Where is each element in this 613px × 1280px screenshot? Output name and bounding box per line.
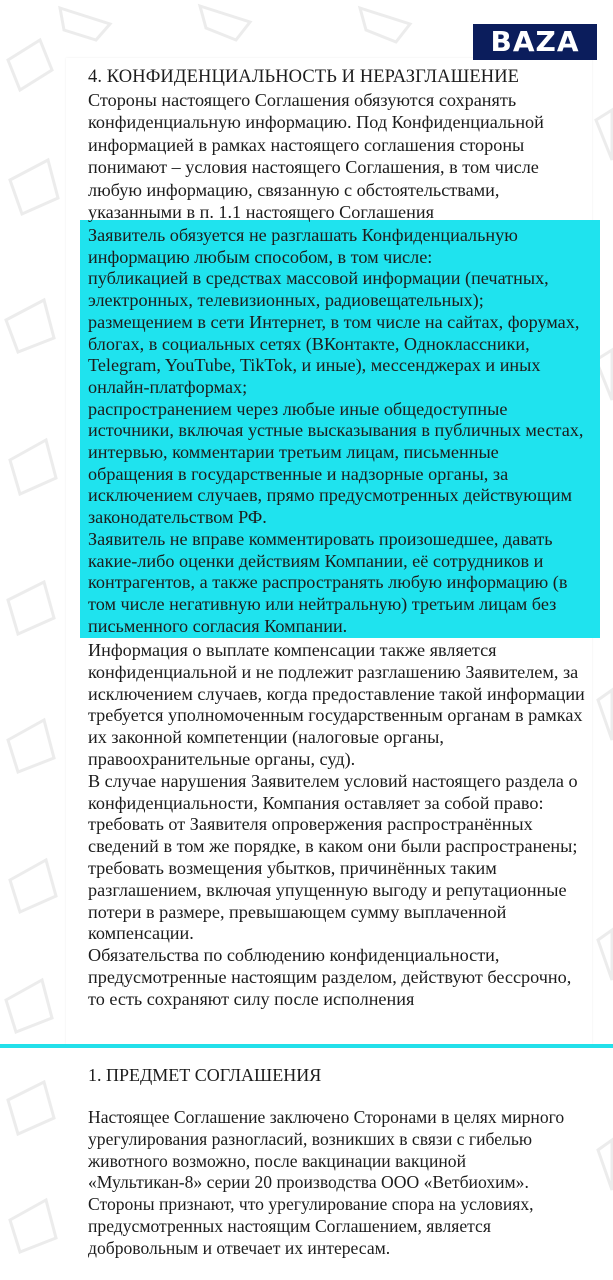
page-divider (0, 1044, 613, 1048)
baza-logo: BAZA (473, 24, 597, 60)
paragraph: Обязательства по соблюдению конфиденциальности, предусмотренные настоящим разделом, действуют бессрочно, то есть сохраняют силу после исполнения (88, 945, 572, 1009)
section-4-continued (88, 640, 588, 1011)
section-4-intro: Стороны настоящего Соглашения обязуются сохранять конфиденциальную информацию. Под Конфиденциальной информацией в рамках настоящего соглашения стороны понимают – условия настоящего Соглашения, в том числе любую информацию, связанную с обстоятельствами, указанными в п. 1.1 настоящего Соглашения (88, 90, 544, 223)
paragraph: требовать от Заявителя опровержения распространённых сведений в том же порядке, в каком они были распространены; (88, 814, 578, 857)
paragraph: Заявитель не вправе комментировать произошедшее, давать какие-либо оценки действиям Компании, её сотрудников и контрагентов, а также распространять любую информацию (в том числе негативную или нейтральную) третьим лицам без письменного согласия Компании. (88, 528, 568, 636)
paragraph: Информация о выплате компенсации также является конфиденциальной и не подлежит разглашению Заявителем, за исключением случаев, когда предоставление такой информации требуется уполномоченным государственным органам в рамках их законной компетенции (налоговые органы, правоохранительные органы, суд). (88, 640, 585, 769)
highlighted-clause (88, 225, 588, 637)
section-1-title: 1. ПРЕДМЕТ СОГЛАШЕНИЯ (88, 1065, 322, 1085)
paragraph: распространением через любые иные общедоступные источники, включая устные высказывания в публичных местах, интервью, комментарии третьим лицам, письменные обращения в государственные и надзорные органы, за исключением случаев, прямо предусмотренных действующим законодательством РФ. (88, 398, 584, 528)
section-1-text: Настоящее Соглашение заключено Сторонами в целях мирного урегулирования разногласий, возникших в связи с гибелью животного возможно, после вакцинации вакциной «Мультикан-8» серии 20 производства ООО «Ветбиохим». Стороны признают, что урегулирование спора на условиях, предусмотренных настоящим Соглашением, является добровольным и отвечает их интересам. (88, 1107, 565, 1258)
paragraph: требовать возмещения убытков, причинённых таким разглашением, включая упущенную выгоду и репутационные потери в размере, превышающем сумму выплаченной компенсации. (88, 857, 567, 944)
paragraph: В случае нарушения Заявителем условий настоящего раздела о конфиденциальности, Компания оставляет за собой право: (88, 770, 578, 813)
paragraph: размещением в сети Интернет, в том числе на сайтах, форумах, блогах, в социальных сетях (ВКонтакте, Одноклассники, Telegram, YouTube, TikTok, и иные), мессенджерах и иных онлайн-платформах; (88, 311, 580, 397)
paragraph: публикацией в средствах массовой информации (печатных, электронных, телевизионных, радиовещательных); (88, 268, 549, 311)
paragraph: Заявитель обязуется не разглашать Конфиденциальную информацию любым способом, в том числе: (88, 225, 518, 267)
section-4-title: 4. КОНФИДЕНЦИАЛЬНОСТЬ И НЕРАЗГЛАШЕНИЕ (88, 67, 520, 87)
